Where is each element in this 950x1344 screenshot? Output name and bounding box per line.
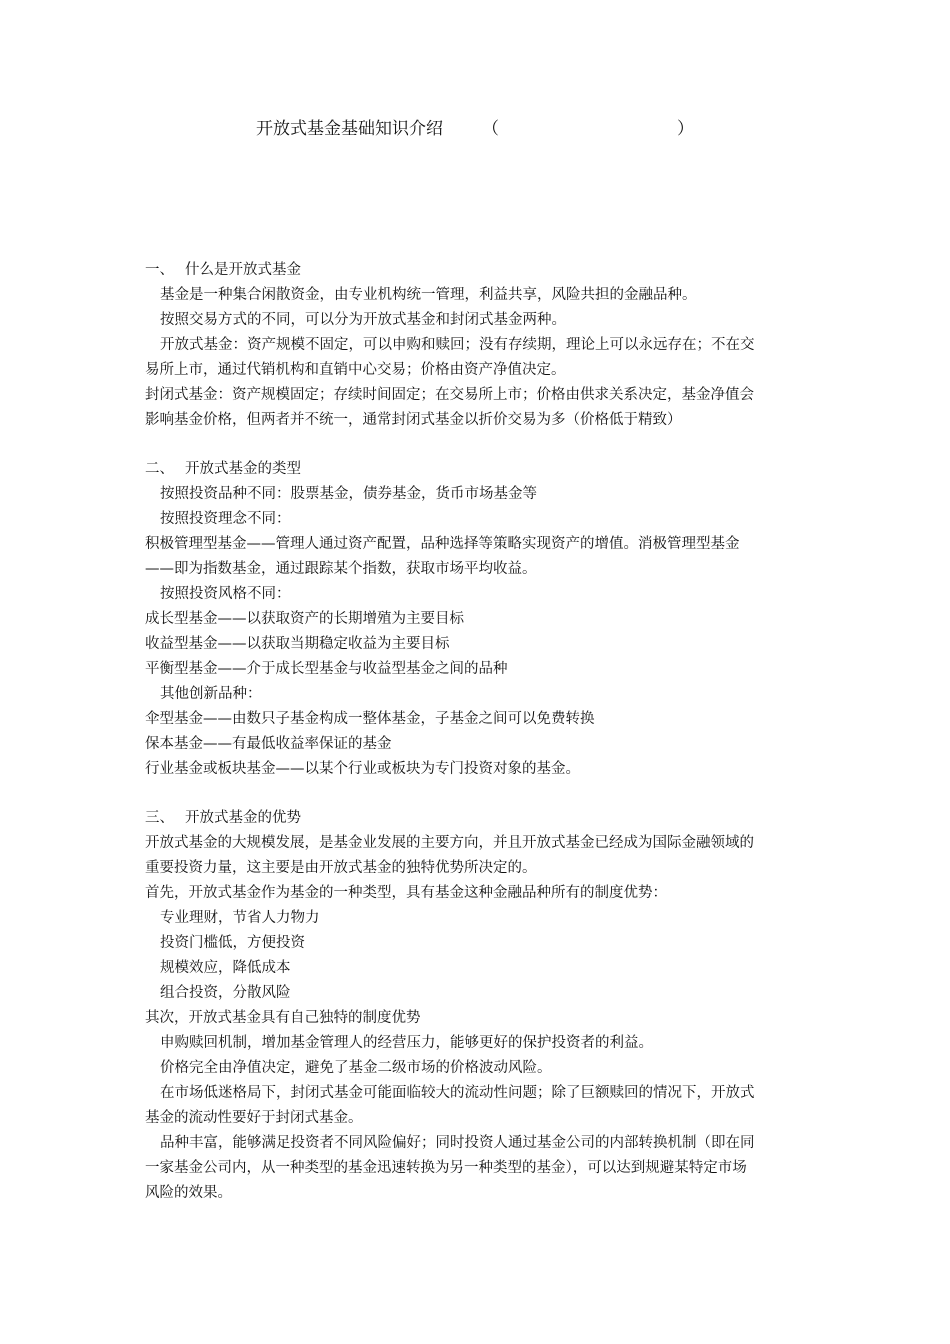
paragraph-line: 按照投资风格不同： bbox=[160, 586, 291, 602]
list-item: 组合投资，分散风险 bbox=[160, 985, 291, 1001]
title-paren-close: ） bbox=[677, 119, 694, 139]
section-number: 一、 bbox=[145, 262, 174, 278]
section-title: 什么是开放式基金 bbox=[185, 262, 301, 278]
paragraph-line: 在市场低迷格局下，封闭式基金可能面临较大的流动性问题；除了巨额赎回的情况下，开放式 bbox=[160, 1085, 755, 1101]
title-paren-open: （ bbox=[482, 119, 499, 139]
section-number: 二、 bbox=[145, 461, 174, 477]
list-item: 专业理财，节省人力物力 bbox=[160, 910, 320, 926]
paragraph-line: 易所上市，通过代销机构和直销中心交易；价格由资产净值决定。 bbox=[145, 362, 566, 378]
paragraph-line: 品种丰富，能够满足投资者不同风险偏好；同时投资人通过基金公司的内部转换机制（即在同 bbox=[160, 1135, 755, 1151]
paragraph-line: 其次，开放式基金具有自己独特的制度优势 bbox=[145, 1010, 421, 1026]
document-title: 开放式基金基础知识介绍 bbox=[256, 119, 443, 139]
paragraph-line: 开放式基金的大规模发展，是基金业发展的主要方向，并且开放式基金已经成为国际金融领域的 bbox=[145, 835, 754, 851]
section-title: 开放式基金的类型 bbox=[185, 461, 301, 477]
paragraph-line: 申购赎回机制，增加基金管理人的经营压力，能够更好的保护投资者的利益。 bbox=[160, 1035, 653, 1051]
document-body bbox=[145, 258, 810, 1206]
section-spacer bbox=[145, 782, 810, 806]
paragraph-line: ——即为指数基金，通过跟踪某个指数，获取市场平均收益。 bbox=[145, 561, 537, 577]
section-number: 三、 bbox=[145, 810, 174, 826]
paragraph-line: 开放式基金：资产规模不固定，可以申购和赎回；没有存续期，理论上可以永远存在；不在交 bbox=[160, 337, 755, 353]
paragraph-line: 基金是一种集合闲散资金，由专业机构统一管理，利益共享，风险共担的金融品种。 bbox=[160, 287, 697, 303]
list-item: 投资门槛低，方便投资 bbox=[160, 935, 305, 951]
paragraph-line: 成长型基金——以获取资产的长期增殖为主要目标 bbox=[145, 611, 464, 627]
paragraph-line: 收益型基金——以获取当期稳定收益为主要目标 bbox=[145, 636, 450, 652]
paragraph-line: 影响基金价格，但两者并不统一，通常封闭式基金以折价交易为多（价格低于精致） bbox=[145, 412, 682, 428]
paragraph-line: 其他创新品种： bbox=[160, 686, 262, 702]
section-heading-2 bbox=[145, 457, 810, 482]
paragraph-line: 重要投资力量，这主要是由开放式基金的独特优势所决定的。 bbox=[145, 860, 537, 876]
paragraph-line: 价格完全由净值决定，避免了基金二级市场的价格波动风险。 bbox=[160, 1060, 552, 1076]
paragraph-line: 行业基金或板块基金——以某个行业或板块为专门投资对象的基金。 bbox=[145, 761, 580, 777]
paragraph-line: 平衡型基金——介于成长型基金与收益型基金之间的品种 bbox=[145, 661, 508, 677]
paragraph-line: 基金的流动性要好于封闭式基金。 bbox=[145, 1110, 363, 1126]
paragraph-line: 积极管理型基金——管理人通过资产配置，品种选择等策略实现资产的增值。消极管理型基金 bbox=[145, 536, 740, 552]
paragraph-line: 首先，开放式基金作为基金的一种类型，具有基金这种金融品种所有的制度优势： bbox=[145, 885, 667, 901]
paragraph-line: 风险的效果。 bbox=[145, 1185, 232, 1201]
section-spacer bbox=[145, 433, 810, 457]
section-heading-1 bbox=[145, 258, 810, 283]
paragraph-line: 按照投资理念不同： bbox=[160, 511, 291, 527]
section-title: 开放式基金的优势 bbox=[185, 810, 301, 826]
list-item: 规模效应，降低成本 bbox=[160, 960, 291, 976]
paragraph-line: 伞型基金——由数只子基金构成一整体基金，子基金之间可以免费转换 bbox=[145, 711, 595, 727]
document-title-row bbox=[0, 114, 950, 140]
paragraph-line: 保本基金——有最低收益率保证的基金 bbox=[145, 736, 392, 752]
paragraph-line: 封闭式基金：资产规模固定；存续时间固定；在交易所上市；价格由供求关系决定，基金净值会 bbox=[145, 387, 754, 403]
paragraph-line: 按照投资品种不同：股票基金，债券基金，货币市场基金等 bbox=[160, 486, 537, 502]
paragraph-line: 一家基金公司内，从一种类型的基金迅速转换为另一种类型的基金），可以达到规避某特定市场 bbox=[145, 1160, 747, 1176]
paragraph-line: 按照交易方式的不同，可以分为开放式基金和封闭式基金两种。 bbox=[160, 312, 566, 328]
section-heading-3 bbox=[145, 806, 810, 831]
